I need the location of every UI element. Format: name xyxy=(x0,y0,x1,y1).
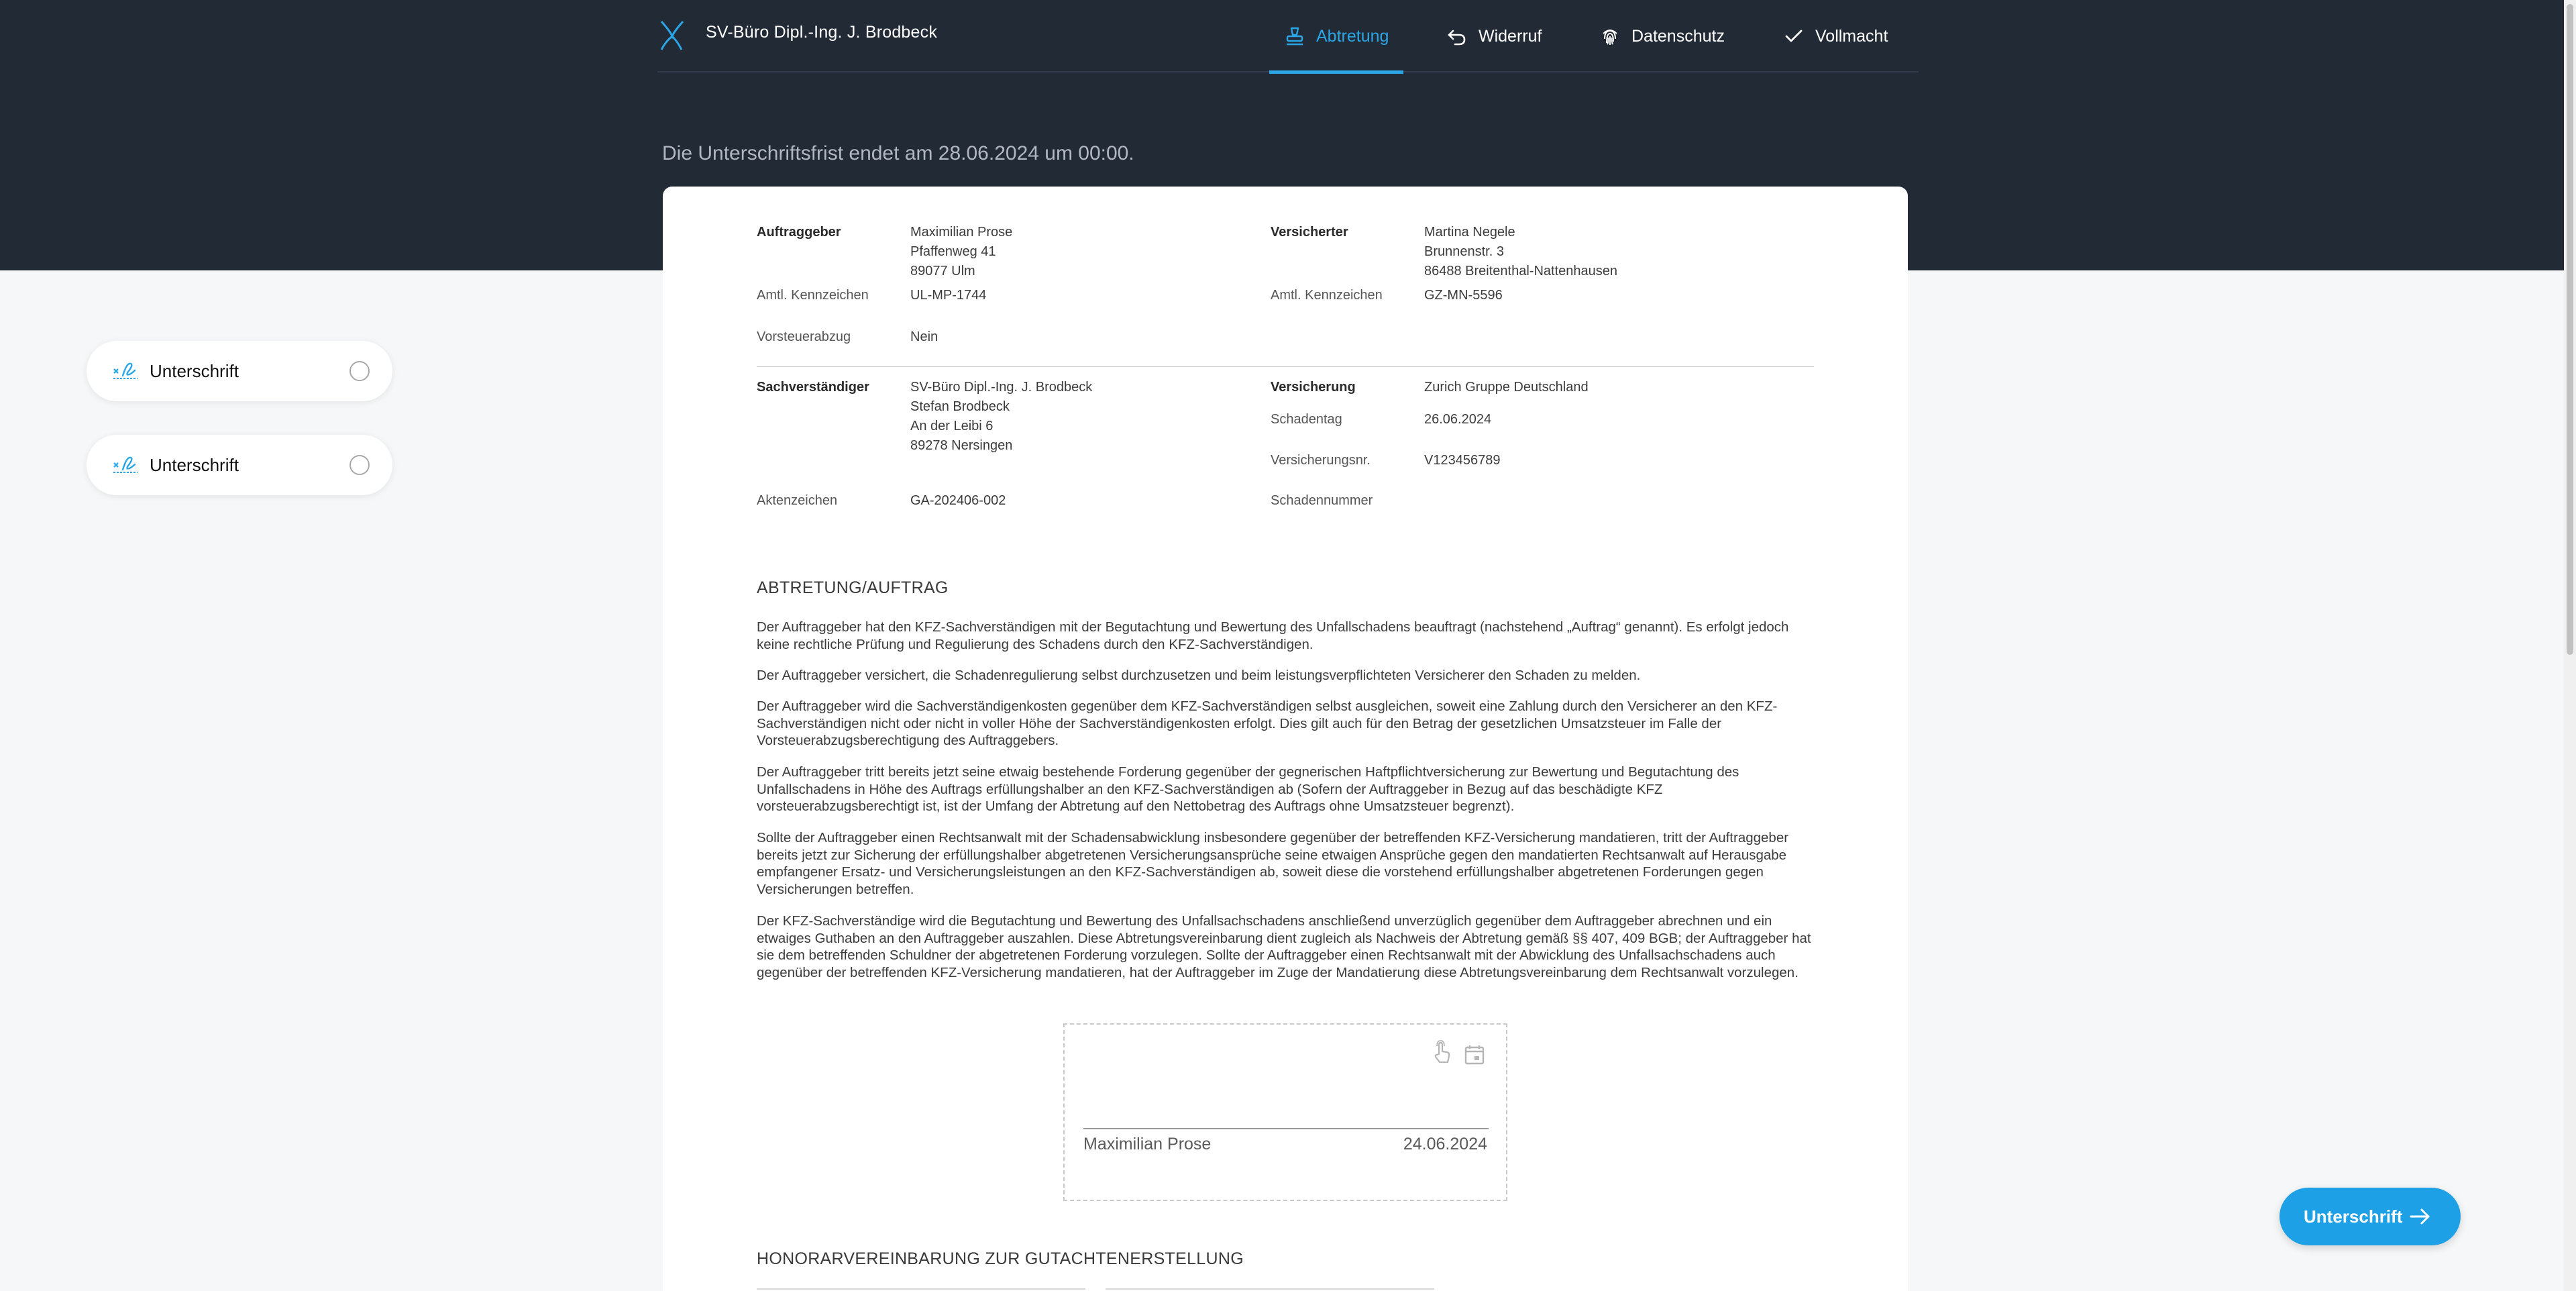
section-title-abtretung: ABTRETUNG/AUFTRAG xyxy=(757,578,949,597)
paragraph: Der Auftraggeber tritt bereits jetzt seine etwaig bestehende Forderung gegenüber der gegnerischen Haftpflichtversicherung zur Bewertung und Begutachtung des Unfallschadens in Höhe des Auftrags erfüllungshalber an den KFZ-Sachverständigen ab (Sofern der Auftraggeber in Bezug auf das beschädigte KFZ vorsteuerabzugsberechtigt ist, ist der Umfang der Abtretung auf den Nettobetrag des Auftrags ohne Umsatzsteuer begrenzt). xyxy=(757,764,1739,814)
tab-widerruf[interactable] xyxy=(1446,0,1542,72)
aktenzeichen-label: Aktenzeichen xyxy=(757,493,838,508)
sv-street: An der Leibi 6 xyxy=(910,419,994,433)
sidebar-item-label: Unterschrift xyxy=(150,361,239,381)
fingerprint-icon xyxy=(1599,25,1621,47)
versicherter-street: Brunnenstr. 3 xyxy=(1424,244,1504,259)
auftraggeber-label: Auftraggeber xyxy=(757,225,841,240)
sv-name: SV-Büro Dipl.-Ing. J. Brodbeck xyxy=(910,380,1093,395)
sv-city: 89278 Nersingen xyxy=(910,438,1013,453)
kennzeichen-label: Amtl. Kennzeichen xyxy=(1271,288,1383,303)
paragraph: Sollte der Auftraggeber einen Rechtsanwalt mit der Schadensabwicklung insbesondere gegenüber der betreffenden KFZ-Versicherung mandatieren, tritt der Auftraggeber bereits jetzt zur Sicherung der erfüllungshalber abgetretenen Versicherungsansprüche seine etwaigen Ansprüche gegen den mandatierten Rechtsanwalt auf Herausgabe empfangener Ersatz- und Versicherungsleistungen an den KFZ-Sachverständigen ab, soweit diese die vorstehend erfüllungshalber abgetretenen Forderungen gegen Versicherungen betreffen. xyxy=(757,830,1789,897)
brand-name: SV-Büro Dipl.-Ing. J. Brodbeck xyxy=(706,23,938,42)
deadline-notice: Die Unterschriftsfrist endet am 28.06.2024 um 00:00. xyxy=(662,142,1134,164)
auftraggeber-kennzeichen: UL-MP-1744 xyxy=(910,288,987,303)
tab-vollmacht[interactable] xyxy=(1783,0,1888,72)
signer-name: Maximilian Prose xyxy=(1083,1135,1212,1153)
section-title-honorar: HONORARVEREINBARUNG ZUR GUTACHTENERSTELLUNG xyxy=(757,1249,1244,1268)
signature-icon xyxy=(112,455,139,475)
kennzeichen-label: Amtl. Kennzeichen xyxy=(757,288,869,303)
versicherung-label: Versicherung xyxy=(1271,380,1356,395)
signature-line xyxy=(1083,1128,1489,1129)
check-icon xyxy=(1783,25,1805,47)
vorsteuer-value: Nein xyxy=(910,329,938,344)
auftraggeber-name: Maximilian Prose xyxy=(910,225,1013,240)
tab-vollmacht-label: Vollmacht xyxy=(1815,26,1888,46)
divider xyxy=(757,1288,1085,1290)
versicherungsnr-value: V123456789 xyxy=(1424,453,1501,468)
sv-person: Stefan Brodbeck xyxy=(910,399,1010,414)
signature-icon xyxy=(112,361,139,381)
auftraggeber-street: Pfaffenweg 41 xyxy=(910,244,996,259)
divider xyxy=(757,366,1814,367)
tab-abtretung-label: Abtretung xyxy=(1316,26,1389,46)
versicherter-city: 86488 Breitenthal-Nattenhausen xyxy=(1424,264,1617,278)
page-scrollbar[interactable] xyxy=(2564,0,2576,1291)
sidebar-signature-item-2[interactable] xyxy=(87,435,392,495)
paragraph: Der Auftraggeber versichert, die Schadenregulierung selbst durchzusetzen und beim leistungsverpflichteten Versicherer den Schaden zu melden. xyxy=(757,668,1641,683)
document-card xyxy=(663,187,1908,1291)
paragraph: Der KFZ-Sachverständige wird die Begutachtung und Bewertung des Unfallsachschadens anschließend unverzüglich gegenüber dem Auftraggeber abrechnen und ein etwaiges Guthaben an den Auftraggeber auszahlen. Diese Abtretungsvereinbarung dient zugleich als Nachweis der Abtretung gemäß §§ 407, 409 BGB; der Auftraggeber hat sie dem betreffenden Schuldner der abgetretenen Forderung vorzulegen. Sollte der Auftraggeber einen Rechtsanwalt mit der Abwicklung des Unfallsachschadens auch gegenüber der betreffenden KFZ-Versicherung mandatieren, hat der Auftraggeber im Zuge der Mandatierung diese Abtretungsvereinbarung dem Rechtsanwalt vorzulegen. xyxy=(757,913,1811,980)
vorsteuer-label: Vorsteuerabzug xyxy=(757,329,851,344)
tab-datenschutz[interactable] xyxy=(1599,0,1725,72)
versicherter-label: Versicherter xyxy=(1271,225,1348,240)
signature-action-button[interactable] xyxy=(2279,1188,2461,1245)
undo-arrow-icon xyxy=(1446,25,1468,47)
tab-widerruf-label: Widerruf xyxy=(1479,26,1542,46)
paragraph: Der Auftraggeber wird die Sachverständigenkosten gegenüber dem KFZ-Sachverständigen selbst ausgleichen, soweit eine Zahlung durch den Versicherer an den KFZ-Sachverständigen nicht oder nicht in voller Höhe der Sachverständigenkosten erfolgt. Dies gilt auch für den Betrag der gesetzlichen Umsatzsteuer im Falle der Vorsteuerabzugsberechtigung des Auftraggebers. xyxy=(757,699,1778,748)
signature-date: 24.06.2024 xyxy=(1403,1135,1487,1153)
schadentag-value: 26.06.2024 xyxy=(1424,412,1492,427)
stamp-icon xyxy=(1284,25,1305,47)
scrollbar-thumb[interactable] xyxy=(2567,4,2573,655)
tab-datenschutz-label: Datenschutz xyxy=(1631,26,1725,46)
schadennummer-label: Schadennummer xyxy=(1271,493,1373,508)
signature-box[interactable] xyxy=(1063,1023,1507,1201)
calendar-icon xyxy=(1463,1043,1486,1066)
sachverstaendiger-label: Sachverständiger xyxy=(757,380,869,395)
auftraggeber-city: 89077 Ulm xyxy=(910,264,975,278)
versicherter-name: Martina Negele xyxy=(1424,225,1515,240)
versicherter-kennzeichen: GZ-MN-5596 xyxy=(1424,288,1503,303)
status-radio[interactable] xyxy=(350,361,370,381)
tab-abtretung[interactable] xyxy=(1284,0,1389,72)
divider xyxy=(1106,1288,1434,1290)
sidebar-signature-item-1[interactable] xyxy=(87,341,392,401)
versicherung-value: Zurich Gruppe Deutschland xyxy=(1424,380,1589,395)
top-navigation xyxy=(657,0,1919,72)
arrow-right-icon xyxy=(2408,1205,2432,1228)
status-radio[interactable] xyxy=(350,455,370,475)
versicherungsnr-label: Versicherungsnr. xyxy=(1271,453,1371,468)
tap-hand-icon xyxy=(1430,1039,1454,1065)
aktenzeichen-value: GA-202406-002 xyxy=(910,493,1006,508)
paragraph: Der Auftraggeber hat den KFZ-Sachverständigen mit der Begutachtung und Bewertung des Unfallschadens beauftragt (nachstehend „Auftrag“ genannt). Es erfolgt jedoch keine rechtliche Prüfung und Regulierung des Schadens durch den KFZ-Sachverständigen. xyxy=(757,619,1789,652)
schadentag-label: Schadentag xyxy=(1271,412,1342,427)
logo-icon xyxy=(657,19,687,52)
sidebar-item-label: Unterschrift xyxy=(150,455,239,475)
signature-action-label: Unterschrift xyxy=(2304,1206,2403,1227)
